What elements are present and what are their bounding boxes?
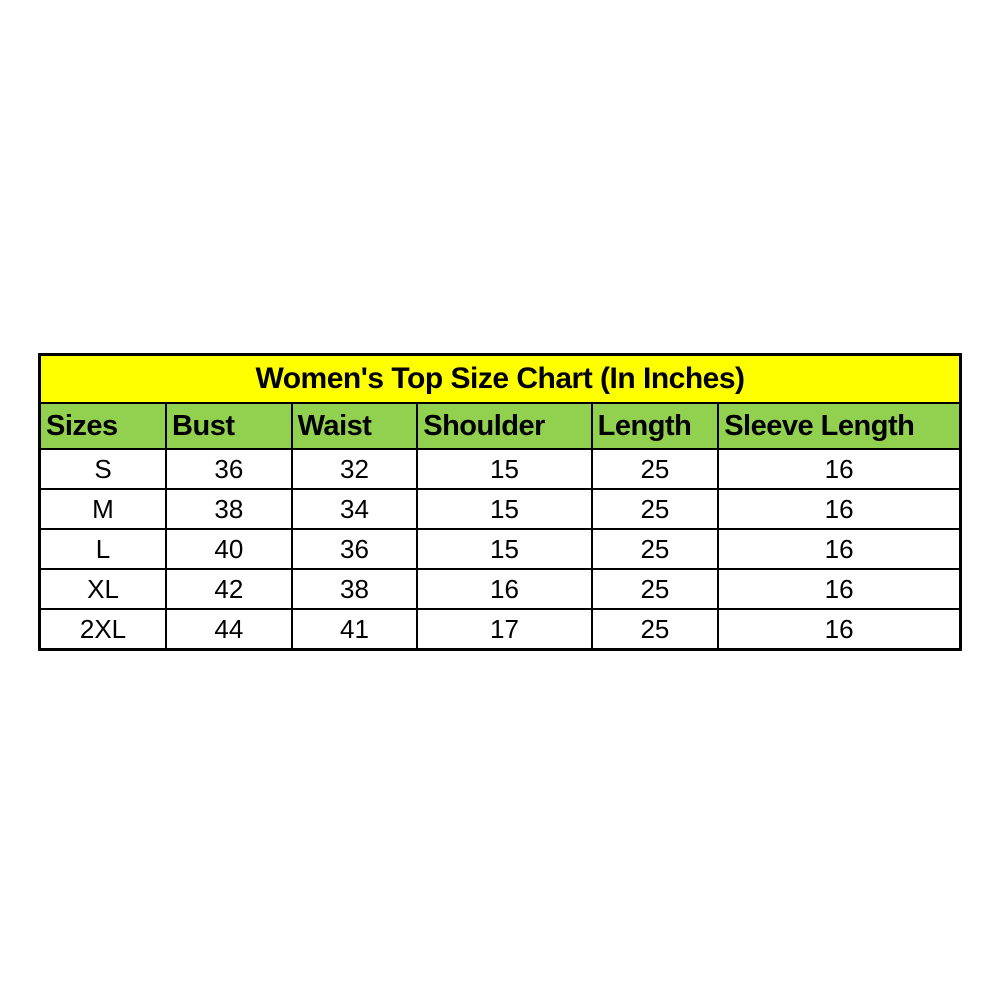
table-cell: 16 xyxy=(718,529,960,569)
table-cell: 16 xyxy=(718,449,960,489)
size-label-cell: L xyxy=(40,529,167,569)
table-cell: 25 xyxy=(592,569,719,609)
table-cell: 16 xyxy=(718,489,960,529)
table-cell: 25 xyxy=(592,609,719,650)
chart-title: Women's Top Size Chart (In Inches) xyxy=(40,355,961,404)
table-cell: 36 xyxy=(292,529,418,569)
size-label-cell: S xyxy=(40,449,167,489)
table-cell: 15 xyxy=(417,529,591,569)
header-row xyxy=(40,403,961,449)
size-label-cell: XL xyxy=(40,569,167,609)
header-cell-length: Length xyxy=(592,403,719,449)
table-cell: 25 xyxy=(592,449,719,489)
size-chart-table xyxy=(38,353,962,651)
table-row xyxy=(40,449,961,489)
table-row xyxy=(40,609,961,650)
table-row xyxy=(40,569,961,609)
table-cell: 16 xyxy=(718,609,960,650)
table-cell: 41 xyxy=(292,609,418,650)
header-cell-waist: Waist xyxy=(292,403,418,449)
table-cell: 44 xyxy=(166,609,292,650)
table-cell: 25 xyxy=(592,529,719,569)
size-label-cell: 2XL xyxy=(40,609,167,650)
table-cell: 15 xyxy=(417,489,591,529)
table-cell: 36 xyxy=(166,449,292,489)
table-cell: 17 xyxy=(417,609,591,650)
title-row xyxy=(40,355,961,404)
table-cell: 32 xyxy=(292,449,418,489)
header-cell-sizes: Sizes xyxy=(40,403,167,449)
table-cell: 38 xyxy=(292,569,418,609)
header-cell-sleeve-length: Sleeve Length xyxy=(718,403,960,449)
size-label-cell: M xyxy=(40,489,167,529)
table-cell: 34 xyxy=(292,489,418,529)
table-cell: 38 xyxy=(166,489,292,529)
table-cell: 15 xyxy=(417,449,591,489)
size-chart-container xyxy=(38,353,962,651)
table-row xyxy=(40,489,961,529)
table-cell: 25 xyxy=(592,489,719,529)
table-cell: 16 xyxy=(718,569,960,609)
header-cell-shoulder: Shoulder xyxy=(417,403,591,449)
table-cell: 16 xyxy=(417,569,591,609)
table-row xyxy=(40,529,961,569)
table-cell: 42 xyxy=(166,569,292,609)
table-cell: 40 xyxy=(166,529,292,569)
header-cell-bust: Bust xyxy=(166,403,292,449)
